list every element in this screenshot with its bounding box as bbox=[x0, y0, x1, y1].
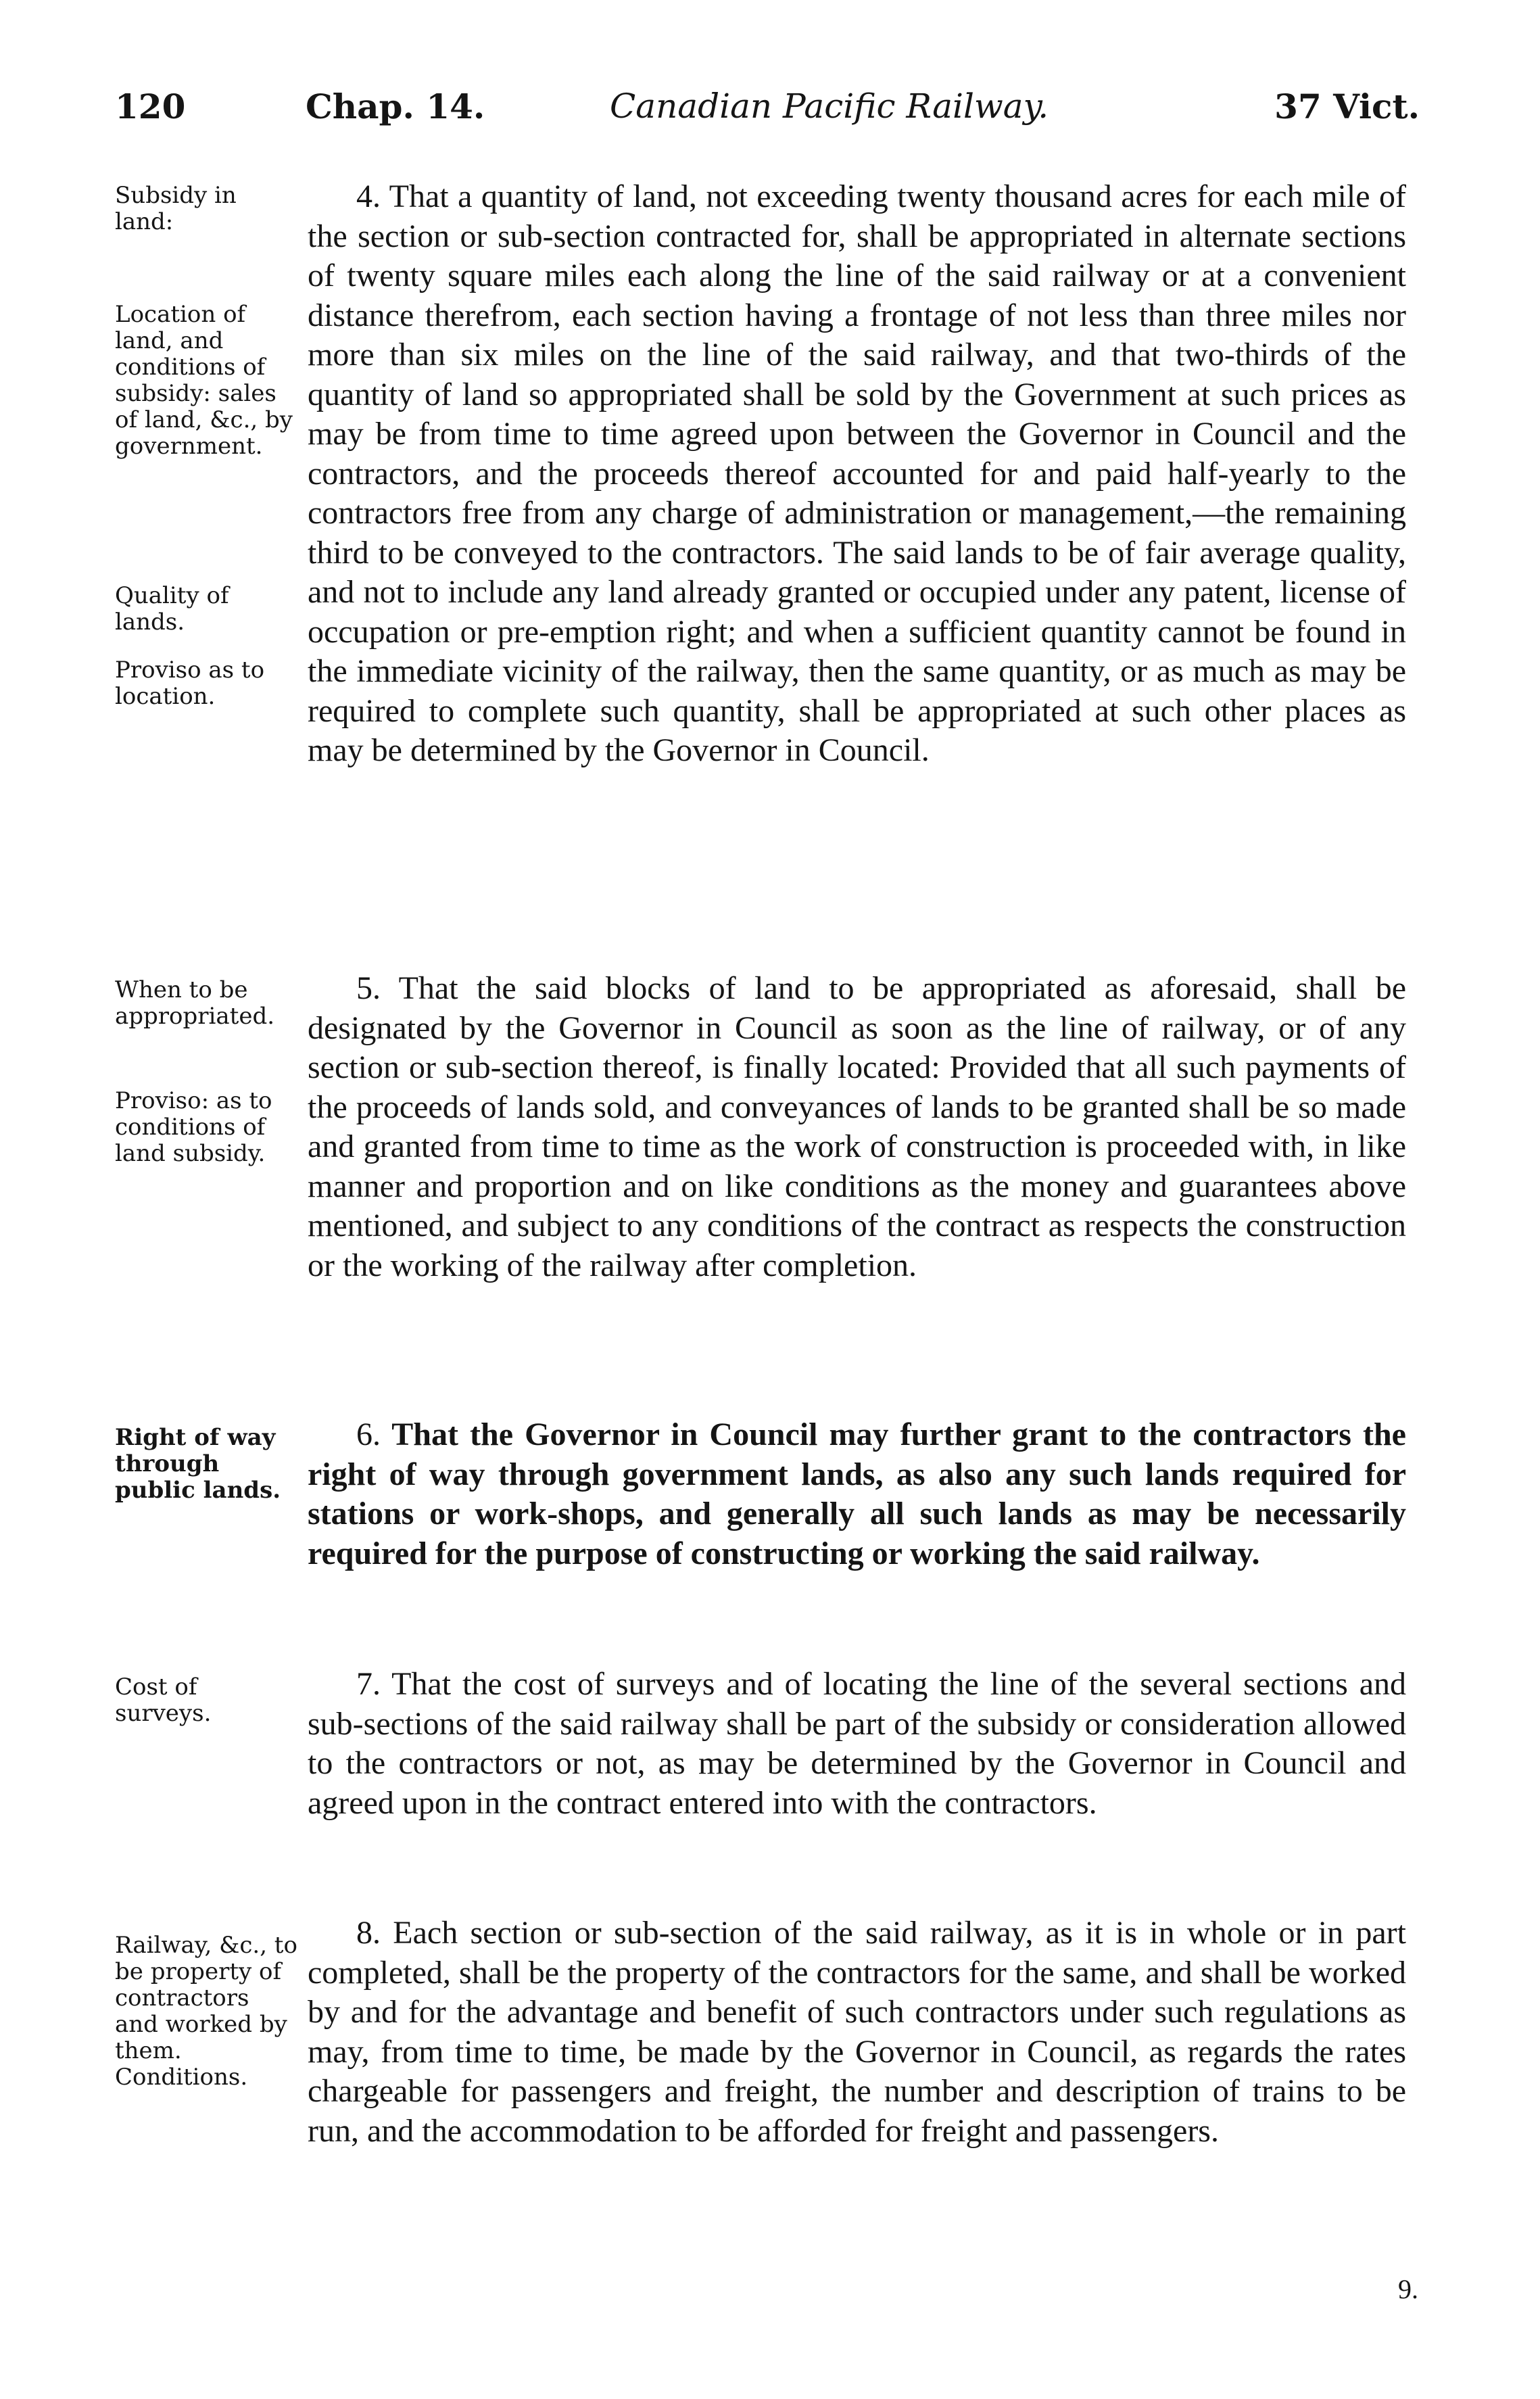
section-body: That the said blocks of land to be appropriated as aforesaid, shall be designated by the Governor in Council as soon as the line of railway, or of any section or sub-section thereof, is finally located: Provided that all such payments of the proceeds of lands sold, and conveyances of lands to be granted shall be so made and granted from time to time as the work of construction is proceeded with, in like manner and proportion and on like conditions as the money and guarantees above mentioned, and subject to any conditions of the contract as respects the construction or the working of the railway after completion. bbox=[308, 970, 1406, 1283]
running-title: Canadian Pacific Railway. bbox=[610, 87, 1049, 126]
margin-note: Quality of lands. bbox=[115, 582, 229, 636]
margin-note: Proviso: as to conditions of land subsidy. bbox=[115, 1087, 272, 1167]
section-number: 6. bbox=[356, 1417, 381, 1452]
section-text bbox=[308, 969, 1406, 1285]
regnal-year: 37 Vict. bbox=[1274, 87, 1420, 126]
margin-note: When to be appropriated. bbox=[115, 976, 275, 1030]
section-body: Each section or sub-section of the said railway, as it is in whole or in part completed, shall be the property of the contractors for the same, and shall be worked by and for the advantage and benefit of such contractors under such regulations as may, from time to time, be made by the Governor in Council, as regards the rates chargeable for passengers and freight, the number and description of trains to be run, and the accommodation to be afforded for freight and passengers. bbox=[308, 1915, 1407, 2149]
section-number: 7. bbox=[356, 1666, 381, 1702]
section-number: 5. bbox=[356, 970, 381, 1006]
section-text bbox=[308, 1415, 1406, 1573]
catchword: 9. bbox=[1398, 2274, 1418, 2304]
page-number: 120 bbox=[115, 87, 186, 126]
margin-note: Cost of surveys. bbox=[115, 1673, 212, 1727]
margin-notes bbox=[115, 1932, 297, 2112]
section-body: That the cost of surveys and of locating the line of the several sections and sub-sections of the said railway shall be part of the subsidy or consideration allowed to the contractors or not, as may be determined by the Governor in Council and agreed upon in the contract entered into with the contractors. bbox=[308, 1666, 1406, 1821]
chapter-label: Chap. 14. bbox=[306, 87, 485, 126]
running-header bbox=[115, 87, 1420, 134]
margin-note: Location of land, and conditions of subsidy: sales of land, &c., by government. bbox=[115, 301, 293, 460]
section-text bbox=[308, 1914, 1406, 2151]
margin-notes bbox=[115, 1425, 297, 1525]
margin-notes bbox=[115, 1674, 297, 1749]
margin-notes bbox=[115, 977, 297, 1189]
margin-note: Proviso as to location. bbox=[115, 657, 265, 710]
section-body: That a quantity of land, not exceeding twenty thousand acres for each mile of the section or sub-section contracted for, shall be appropriated in alternate sections of twenty square miles each along the line of the said railway or at a convenient distance therefrom, each section having a frontage of not less than three miles nor more than six miles on the line of the said railway, and that two-thirds of the quantity of land so appropriated shall be sold by the Government at such prices as may be from time to time agreed upon between the Governor in Council and the contractors, and the proceeds thereof accounted for and paid half-yearly to the contractors free from any charge of administration or management,—the remaining third to be conveyed to the contractors. The said lands to be of fair average quality, and not to include any land already granted or occupied under any patent, license of occupation or pre-emption right; and when a sufficient quantity cannot be found in the immediate vicinity of the railway, then the same quantity, or as much as may be required to complete such quantity, shall be appropriated at such other places as may be determined by the Governor in Council. bbox=[308, 179, 1406, 768]
section-text bbox=[308, 177, 1406, 771]
margin-note: Right of way through public lands. bbox=[115, 1424, 281, 1504]
section-text bbox=[308, 1665, 1406, 1823]
section-body: That the Governor in Council may further grant to the contractors the right of way through government lands, as also any such lands required for stations or work-shops, and generally all such lands as may be necessarily required for the purpose of constructing or working the said railway. bbox=[308, 1417, 1406, 1571]
margin-note: Railway, &c., to be property of contractors and worked by them. Conditions. bbox=[115, 1932, 297, 2091]
section-number: 8. bbox=[356, 1915, 381, 1951]
section-number: 4. bbox=[356, 179, 381, 214]
margin-notes bbox=[115, 183, 297, 732]
margin-note: Subsidy in land: bbox=[115, 182, 237, 235]
